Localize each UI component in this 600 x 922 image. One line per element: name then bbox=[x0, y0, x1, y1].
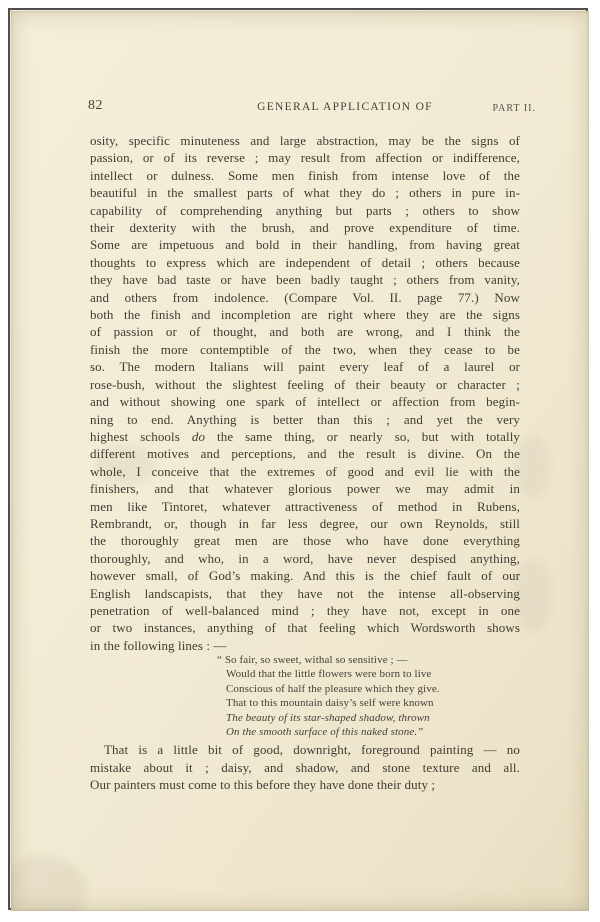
part-label: PART II. bbox=[492, 103, 536, 114]
page-number: 82 bbox=[88, 98, 103, 113]
text-line: both the finish and incompletion are right where they are the signs bbox=[90, 307, 520, 323]
text-line: and others from indolence. (Compare Vol. II. page 77.) Now bbox=[90, 289, 520, 305]
text-line: beautiful in the smallest parts of what they do ; others in pure in- bbox=[90, 185, 520, 201]
text-line: capability of comprehending anything but parts ; others to show bbox=[90, 202, 520, 218]
text-line: English landscapists, that they have not the intense all-observing bbox=[90, 585, 520, 601]
text-line: of passion or of thought, and both are wrong, and I think the bbox=[90, 324, 520, 340]
running-title: GENERAL APPLICATION OF bbox=[257, 101, 433, 113]
text-line: different motives and perceptions, and the result is divine. On the bbox=[90, 446, 520, 462]
text-line: finish the more contemptible of the two, when they cease to be bbox=[90, 341, 520, 357]
text-line: rose-bush, without the slightest feeling of their beauty or character ; bbox=[90, 376, 520, 392]
text-line: That is a little bit of good, downright, foreground painting — no bbox=[104, 742, 520, 757]
text-line: That to this mountain daisy’s self were known bbox=[226, 697, 434, 710]
text-line: in the following lines : — bbox=[90, 637, 227, 653]
closing-paragraph bbox=[90, 741, 520, 794]
text-line: men like Tintoret, whatever attractiveness of method in Rubens, bbox=[90, 498, 520, 514]
text-line: or two instances, anything of that feeling which Wordsworth shows bbox=[90, 620, 520, 636]
text-line: Our painters must come to this before they have done their duty ; bbox=[90, 777, 436, 793]
text-line: the thoroughly great men are those who have done everything bbox=[90, 533, 520, 549]
text-line: and without showing one spark of intellect or affection from begin- bbox=[90, 394, 520, 410]
text-line: Conscious of half the pleasure which they give. bbox=[226, 682, 440, 695]
text-line: Would that the little flowers were born to live bbox=[226, 668, 432, 681]
text-line: they have bad taste or have been badly taught ; others from vanity, bbox=[90, 272, 520, 288]
text-line: highest schools do the same thing, or nearly so, but with totally bbox=[90, 428, 521, 444]
text-line: finishers, and that whatever glorious power we may admit in bbox=[90, 481, 520, 497]
text-line: their dexterity with the brush, and prove expenditure of time. bbox=[90, 220, 520, 236]
text-line: “ So fair, so sweet, withal so sensitive ; — bbox=[217, 654, 408, 666]
show-through-mark bbox=[516, 436, 550, 498]
text-line: On the smooth surface of this naked stone.” bbox=[226, 726, 424, 739]
text-line: however small, of God’s making. And this is the chief fault of our bbox=[90, 568, 520, 584]
text-line: The beauty of its star-shaped shadow, thrown bbox=[226, 711, 430, 724]
text-line: penetration of well-balanced mind ; they have not, except in one bbox=[90, 602, 520, 618]
text-line: whole, I conceive that the extremes of good and evil lie with the bbox=[90, 463, 520, 479]
text-line: Rembrandt, or, though in far less degree, our own Reynolds, still bbox=[90, 515, 520, 531]
text-line: osity, specific minuteness and large abstraction, may be the signs of bbox=[90, 133, 520, 148]
text-line: so. The modern Italians will paint every leaf of a laurel or bbox=[90, 359, 520, 375]
text-line: mistake about it ; daisy, and shadow, and stone texture and all. bbox=[90, 759, 520, 775]
page-edge-shadow bbox=[11, 856, 87, 911]
poem-quote bbox=[217, 653, 508, 739]
text-line: passion, or of its reverse ; may result from affection or indifference, bbox=[90, 150, 520, 166]
text-line: thoughts to express which are independent of detail ; others because bbox=[90, 254, 520, 270]
text-line: Some are impetuous and bold in their handling, from having great bbox=[90, 237, 520, 253]
text-line: ning to end. Anything is better than this ; and yet the very bbox=[90, 411, 520, 427]
text-line: thoroughly, and who, in a word, have never despised anything, bbox=[90, 550, 520, 566]
text-line: intellect or dulness. Some men finish from intense love of the bbox=[90, 167, 520, 183]
body-text bbox=[90, 132, 520, 654]
